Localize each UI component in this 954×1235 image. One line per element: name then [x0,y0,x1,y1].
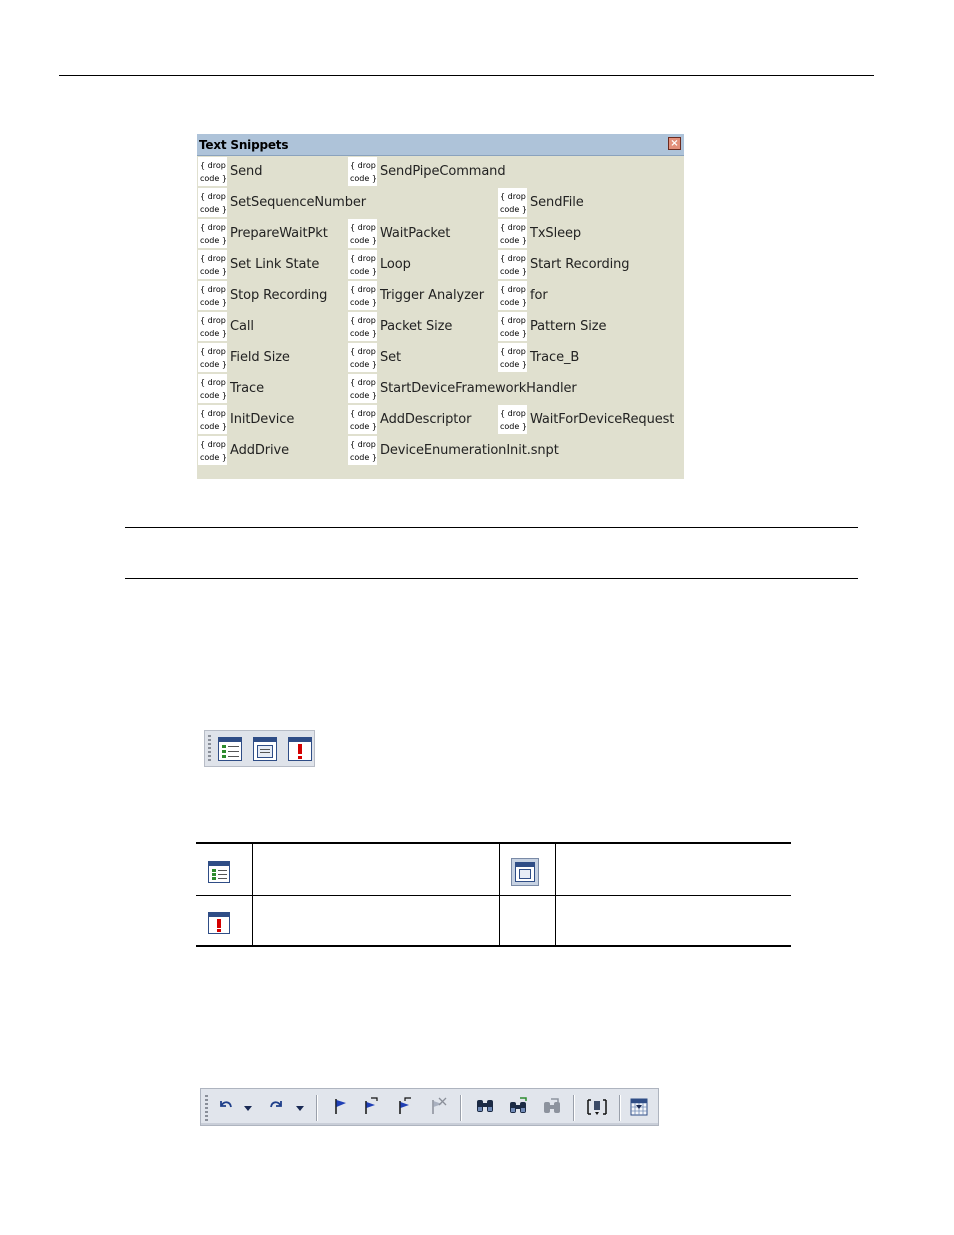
view-toolbar [204,730,315,767]
drop-code-icon-line1: { drop [500,285,526,294]
snippet-item[interactable] [498,404,675,434]
drop-code-icon-line2: code } [200,298,227,307]
snippet-label: InitDevice [230,412,295,427]
drop-code-icon-line1: { drop [200,161,226,170]
drop-code-icon-line2: code } [200,360,227,369]
snippet-item[interactable] [198,435,348,465]
drop-code-icon-line2: code } [500,422,527,431]
close-icon[interactable]: × [668,137,681,150]
drop-code-icon-line1: { drop [200,192,226,201]
snippet-label: Start Recording [530,257,630,272]
snippet-label: Set Link State [230,257,320,272]
drop-code-icon-line2: code } [500,236,527,245]
snippet-label: PrepareWaitPkt [230,226,328,241]
drop-code-icon-line1: { drop [350,285,376,294]
drop-code-icon-line1: { drop [500,223,526,232]
drop-code-icon-line1: { drop [200,347,226,356]
snippet-item[interactable] [348,373,577,403]
snippet-label: Send [230,164,263,179]
snippet-label: Loop [380,257,411,272]
drop-code-icon-line2: code } [350,236,377,245]
snippet-item[interactable] [348,156,506,186]
snippet-item[interactable] [348,342,498,372]
next-bookmark-icon[interactable] [359,1097,383,1119]
drop-code-icon [198,157,227,186]
clear-bookmarks-icon[interactable] [426,1097,450,1119]
drop-code-icon-line1: { drop [350,223,376,232]
section-rule-top [125,527,858,528]
drop-code-icon [348,157,377,186]
snippet-item[interactable] [198,311,348,341]
drop-code-icon [498,312,527,341]
drop-code-icon-line2: code } [200,422,227,431]
drop-code-icon-line1: { drop [350,378,376,387]
snippet-item[interactable] [498,249,648,279]
snippet-item[interactable] [498,311,648,341]
drop-code-icon [198,436,227,465]
snippet-label: Field Size [230,350,290,365]
snippet-label: WaitForDeviceRequest [530,412,675,427]
snippet-label: WaitPacket [380,226,451,241]
grid-icon[interactable] [627,1097,651,1119]
drop-code-icon [198,188,227,217]
snippet-label: Stop Recording [230,288,328,303]
snippet-item[interactable] [498,280,648,310]
drop-code-icon-line1: { drop [350,347,376,356]
drop-code-icon-line1: { drop [200,409,226,418]
snippet-item[interactable] [198,218,348,248]
drop-code-icon-line2: code } [350,298,377,307]
drop-code-icon [498,250,527,279]
drop-code-icon-line1: { drop [500,409,526,418]
snippet-label: Trace_B [530,350,580,365]
list-view-icon[interactable] [217,736,243,762]
drop-code-icon [348,219,377,248]
toolbar-grip[interactable] [208,735,211,763]
snippet-item[interactable] [198,156,348,186]
snippet-item[interactable] [198,342,348,372]
drop-code-icon [348,250,377,279]
drop-code-icon-line2: code } [350,267,377,276]
edit-toolbar [200,1088,659,1126]
drop-code-icon-line2: code } [500,205,527,214]
drop-code-icon-line2: code } [200,236,227,245]
snippet-label: Trigger Analyzer [380,288,484,303]
snippet-item[interactable] [348,218,498,248]
drop-code-icon [348,405,377,434]
drop-code-icon-line1: { drop [200,316,226,325]
drop-code-icon-line1: { drop [500,347,526,356]
snippet-item[interactable] [498,218,648,248]
drop-code-icon [348,312,377,341]
snippet-item[interactable] [198,373,348,403]
drop-code-icon [498,281,527,310]
snippet-label: SetSequenceNumber [230,195,366,210]
snippet-label: StartDeviceFrameworkHandler [380,381,577,396]
snippet-label: for [530,288,548,303]
toolbar-grip[interactable] [205,1095,208,1121]
drop-code-icon-line1: { drop [350,440,376,449]
window-view-icon[interactable] [252,736,278,762]
drop-code-icon-line1: { drop [350,161,376,170]
find-next-icon[interactable] [505,1097,531,1119]
drop-code-icon [198,343,227,372]
window-title-bar[interactable] [197,134,684,156]
drop-code-icon-line1: { drop [200,378,226,387]
drop-code-icon-line2: code } [350,422,377,431]
list-view-icon [208,861,234,887]
drop-code-icon-line2: code } [200,205,227,214]
section-rule-bottom [125,578,858,579]
find-previous-icon[interactable] [539,1097,565,1119]
drop-code-icon-line2: code } [500,329,527,338]
undo-dropdown-icon[interactable] [241,1097,255,1119]
drop-code-icon-line1: { drop [200,285,226,294]
snippet-label: AddDrive [230,443,290,458]
drop-code-icon [498,188,527,217]
snippet-item[interactable] [198,404,348,434]
icon-legend-table [196,842,791,947]
drop-code-icon-line1: { drop [350,254,376,263]
drop-code-icon-line2: code } [500,360,527,369]
snippet-item[interactable] [498,187,648,217]
bookmark-flag-icon[interactable] [329,1097,353,1119]
snippet-item[interactable] [348,435,559,465]
snippet-label: Set [380,350,402,365]
drop-code-icon-line1: { drop [200,223,226,232]
redo-icon[interactable] [265,1097,287,1119]
drop-code-icon-line1: { drop [500,316,526,325]
drop-code-icon-line2: code } [350,391,377,400]
window-view-icon [511,858,539,886]
header-rule [59,75,874,76]
snippet-label: SendFile [530,195,584,210]
drop-code-icon [348,281,377,310]
drop-code-icon-line2: code } [350,360,377,369]
drop-code-icon-line1: { drop [200,440,226,449]
drop-code-icon-line2: code } [350,174,377,183]
alert-window-icon[interactable] [287,736,313,762]
drop-code-icon-line2: code } [200,453,227,462]
redo-dropdown-icon[interactable] [293,1097,307,1119]
drop-code-icon [198,281,227,310]
drop-code-icon [198,374,227,403]
snippet-label: SendPipeCommand [380,164,506,179]
snippet-label: AddDescriptor [380,412,472,427]
drop-code-icon-line2: code } [200,267,227,276]
drop-code-icon-line1: { drop [500,192,526,201]
snippet-label: Packet Size [380,319,453,334]
drop-code-icon [498,405,527,434]
snippet-label: Pattern Size [530,319,607,334]
drop-code-icon [198,405,227,434]
drop-code-icon [198,312,227,341]
drop-code-icon [198,250,227,279]
drop-code-icon-line1: { drop [200,254,226,263]
drop-code-icon [348,436,377,465]
drop-code-icon-line2: code } [200,391,227,400]
drop-code-icon-line2: code } [350,329,377,338]
snippet-label: DeviceEnumerationInit.snpt [380,443,559,458]
drop-code-icon-line2: code } [350,453,377,462]
snippet-label: Trace [230,381,264,396]
snippet-label: TxSleep [530,226,582,241]
snippet-item[interactable] [198,249,348,279]
snippet-item[interactable] [498,342,648,372]
snippet-item[interactable] [198,187,366,217]
drop-code-icon-line2: code } [500,267,527,276]
drop-code-icon [348,374,377,403]
drop-code-icon [348,343,377,372]
snippet-item[interactable] [348,311,498,341]
undo-icon[interactable] [215,1097,237,1119]
drop-code-icon-line1: { drop [350,409,376,418]
drop-code-icon [198,219,227,248]
previous-bookmark-icon[interactable] [393,1097,417,1119]
snippet-label: Call [230,319,254,334]
settings-icon[interactable] [583,1097,611,1119]
find-icon[interactable] [472,1097,498,1119]
snippet-item[interactable] [198,280,348,310]
drop-code-icon-line2: code } [500,298,527,307]
window-title: Text Snippets [199,138,289,152]
alert-window-icon [208,912,234,938]
drop-code-icon-line1: { drop [350,316,376,325]
drop-code-icon-line2: code } [200,329,227,338]
drop-code-icon-line2: code } [200,174,227,183]
drop-code-icon-line1: { drop [500,254,526,263]
snippet-item[interactable] [348,404,498,434]
snippet-item[interactable] [348,280,498,310]
text-snippets-window [197,134,684,479]
drop-code-icon [498,343,527,372]
drop-code-icon [498,219,527,248]
snippet-item[interactable] [348,249,498,279]
